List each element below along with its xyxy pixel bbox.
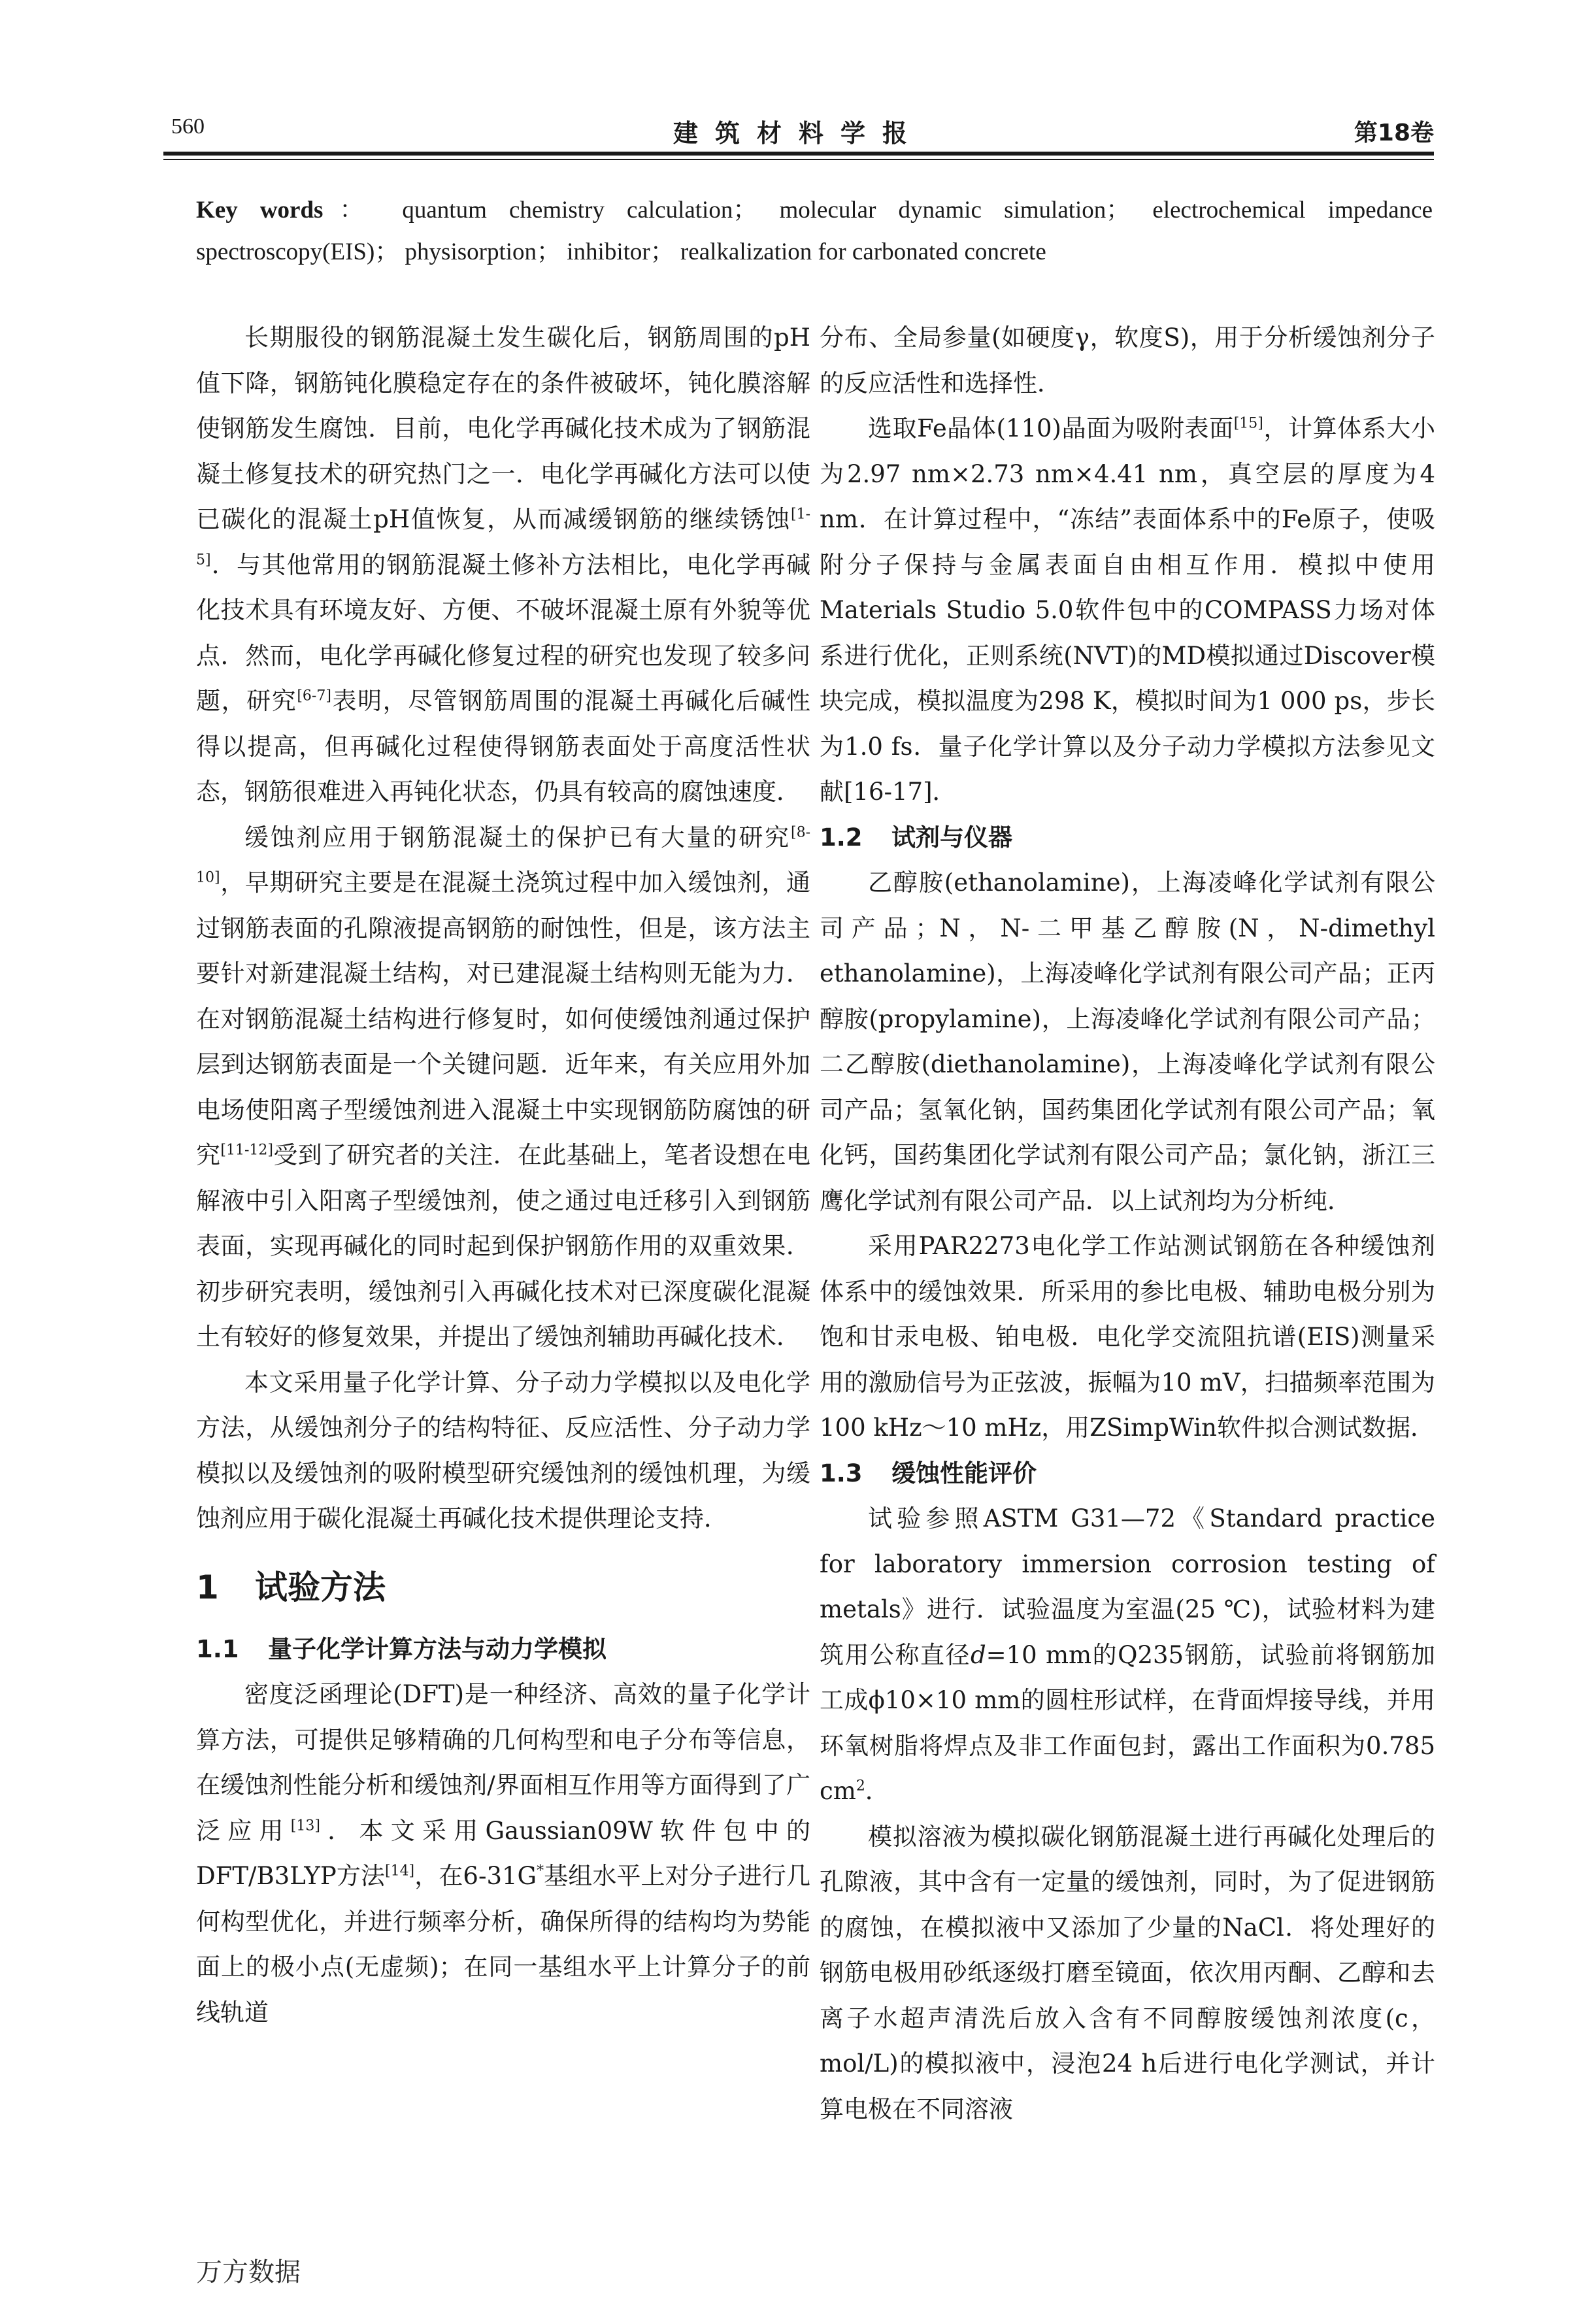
- paragraph-intro-1: [196, 315, 810, 815]
- paragraph-dft: [196, 1672, 810, 2035]
- text-run: ．本文采用Gaussian09W软件包中的DFT/B3LYP方法: [196, 1816, 810, 1890]
- citation: [11-12]: [220, 1142, 273, 1159]
- section-number: 1: [196, 1568, 219, 1606]
- page-number: 560: [171, 114, 205, 139]
- text-run: 基组水平上对分子进行几何构型优化，并进行频率分析，确保所得的结构均为势能面上的极小点(无虚频)；在同一基组水平上计算分子的前线轨道: [196, 1862, 810, 2027]
- paragraph-intro-2: [196, 815, 810, 1360]
- text-run: 缓蚀剂应用于钢筋混凝土的保护已有大量的研究: [244, 823, 791, 852]
- paragraph-instruments: 采用PAR2273电化学工作站测试钢筋在各种缓蚀剂体系中的缓蚀效果．所采用的参比电极、辅助电极分别为饱和甘汞电极、铂电极．电化学交流阻抗谱(EIS)测量采用的激励信号为正弦波，振幅为10 mV，扫描频率范围为100 kHz～10 mHz，用ZSimpWin软件拟合测试数据．: [820, 1232, 1435, 1442]
- text-run: 长期服役的钢筋混凝土发生碳化后，钢筋周围的pH值下降，钢筋钝化膜稳定存在的条件被破坏，钝化膜溶解使钢筋发生腐蚀．目前，电化学再碱化技术成为了钢筋混凝土修复技术的研究热门之一．电化学再碱化方法可以使已碳化的混凝土pH值恢复，从而减缓钢筋的继续锈蚀: [196, 323, 810, 533]
- subsection-title: 试剂与仪器: [891, 823, 1012, 852]
- citation: [6-7]: [297, 688, 331, 704]
- volume-label: 第18卷: [1354, 120, 1434, 146]
- text-run: =10 mm的Q235钢筋，试验前将钢筋加工成ϕ10×10 mm的圆柱形试样，在背面焊接导线，并用环氧树脂将焊点及非工作面包封，露出工作面积为0.785 cm: [820, 1640, 1436, 1805]
- subsection-number: 1.3: [820, 1459, 863, 1487]
- text-run: ．与其他常用的钢筋混凝土修补方法相比，电化学再碱化技术具有环境友好、方便、不破坏混凝土原有外貌等优点．然而，电化学再碱化修复过程的研究也发现了较多问题，研究: [196, 550, 810, 715]
- text-run: 试验参照ASTM G31—72《Standard practice for laboratory immersion corrosion testing of metals》进行．试验温度为室温(25 ℃)，试验材料为建筑用公称直径: [820, 1504, 1435, 1669]
- text-run: 受到了研究者的关注．在此基础上，笔者设想在电解液中引入阳离子型缓蚀剂，使之通过电迁移引入到钢筋表面，实现再碱化的同时起到保护钢筋作用的双重效果．初步研究表明，缓蚀剂引入再碱化技术对已深度碳化混凝土有较好的修复效果，并提出了缓蚀剂辅助再碱化技术．: [196, 1141, 811, 1351]
- text-run: ，在6-31G: [414, 1862, 537, 1890]
- footer-watermark: 万方数据: [196, 2257, 301, 2287]
- superscript: 2: [856, 1778, 865, 1795]
- text-run: 密度泛函理论(DFT)是一种经济、高效的量子化学计算方法，可提供足够精确的几何构型和电子分布等信息，在缓蚀剂性能分析和缓蚀剂/界面相互作用等方面得到了广泛应用: [196, 1680, 810, 1845]
- subsection-heading-1-1: [196, 1627, 810, 1672]
- keywords-text: ： quantum chemistry calculation； molecular dynamic simulation； electrochemical impedance spectroscopy(EIS)； physisorption； inhibitor； realkalization for carbonated concrete: [196, 197, 1433, 265]
- journal-title: 建筑材料学报: [673, 119, 924, 148]
- text-run: ，早期研究主要是在混凝土浇筑过程中加入缓蚀剂，通过钢筋表面的孔隙液提高钢筋的耐蚀性，但是，该方法主要针对新建混凝土结构，对已建混凝土结构则无能为力．在对钢筋混凝土结构进行修复时，如何使缓蚀剂通过保护层到达钢筋表面是一个关键问题．近年来，有关应用外加电场使阳离子型缓蚀剂进入混凝土中实现钢筋防腐蚀的研究: [196, 869, 810, 1169]
- subsection-heading-1-2: [820, 815, 1435, 861]
- subsection-number: 1.2: [820, 823, 863, 852]
- header-rule-thin: [163, 159, 1434, 160]
- text-run: ．: [865, 1777, 889, 1805]
- text-run: 选取Fe晶体(110)晶面为吸附表面: [868, 414, 1234, 442]
- citation: [8-10]: [196, 824, 810, 886]
- subsection-heading-1-3: [820, 1451, 1435, 1497]
- text-run: 表明，尽管钢筋周围的混凝土再碱化后碱性得以提高，但再碱化过程使得钢筋表面处于高度活性状态，钢筋很难进入再钝化状态，仍具有较高的腐蚀速度．: [196, 687, 811, 806]
- paragraph-md: [820, 406, 1435, 815]
- paragraph-intro-3: 本文采用量子化学计算、分子动力学模拟以及电化学方法，从缓蚀剂分子的结构特征、反应活性、分子动力学模拟以及缓蚀剂的吸附模型研究缓蚀剂的缓蚀机理，为缓蚀剂应用于碳化混凝土再碱化技术提供理论支持．: [196, 1368, 810, 1533]
- left-column: [196, 315, 810, 2035]
- subsection-title: 缓蚀性能评价: [891, 1459, 1037, 1487]
- paragraph-solution: 模拟溶液为模拟碳化钢筋混凝土进行再碱化处理后的孔隙液，其中含有一定量的缓蚀剂，同时，为了促进钢筋的腐蚀，在模拟液中又添加了少量的NaCl．将处理好的钢筋电极用砂纸逐级打磨至镜面，依次用丙酮、乙醇和去离子水超声清洗后放入含有不同醇胺缓蚀剂浓度(c，mol/L)的模拟液中，浸泡24 h后进行电化学测试，并计算电极在不同溶液: [820, 1822, 1435, 2123]
- diameter-symbol: d: [970, 1640, 986, 1669]
- right-column: [820, 315, 1435, 2132]
- keywords-label: Key words: [196, 197, 324, 224]
- paragraph-reagents: 乙醇胺(ethanolamine)，上海凌峰化学试剂有限公司产品；N，N-二甲基乙醇胺(N，N-dimethyl ethanolamine)，上海凌峰化学试剂有限公司产品；正丙醇胺(propylamine)，上海凌峰化学试剂有限公司产品；二乙醇胺(diethanolamine)，上海凌峰化学试剂有限公司产品；氢氧化钠，国药集团化学试剂有限公司产品；氧化钙，国药集团化学试剂有限公司产品；氯化钠，浙江三鹰化学试剂有限公司产品．以上试剂均为分析纯．: [820, 869, 1435, 1215]
- citation: [1-5]: [196, 506, 810, 569]
- citation: [14]: [384, 1863, 415, 1880]
- keywords: [196, 190, 1433, 273]
- subsection-title: 量子化学计算方法与动力学模拟: [268, 1634, 607, 1663]
- paragraph-test-method: [820, 1496, 1435, 1814]
- subsection-number: 1.1: [196, 1634, 239, 1663]
- citation: [13]: [290, 1817, 320, 1834]
- section-heading-1: [196, 1561, 810, 1614]
- paragraph-continued: 分布、全局参量(如硬度γ，软度S)，用于分析缓蚀剂分子的反应活性和选择性．: [820, 323, 1435, 397]
- section-title: 试验方法: [255, 1568, 386, 1606]
- header-rule-thick: [163, 152, 1434, 156]
- citation: [15]: [1233, 415, 1263, 432]
- basis-set-star: *: [537, 1863, 544, 1880]
- text-run: ，计算体系大小为2.97 nm×2.73 nm×4.41 nm，真空层的厚度为4 nm．在计算过程中，“冻结”表面体系中的Fe原子，使吸附分子保持与金属表面自由相互作用．模拟中使用Materials Studio 5.0软件包中的COMPASS力场对体系进行优化，正则系统(NVT)的MD模拟通过Discover模块完成，模拟温度为298 K，模拟时间为1 000 ps，步长为1.0 fs．量子化学计算以及分子动力学模拟方法参见文献[16-17]．: [820, 414, 1435, 806]
